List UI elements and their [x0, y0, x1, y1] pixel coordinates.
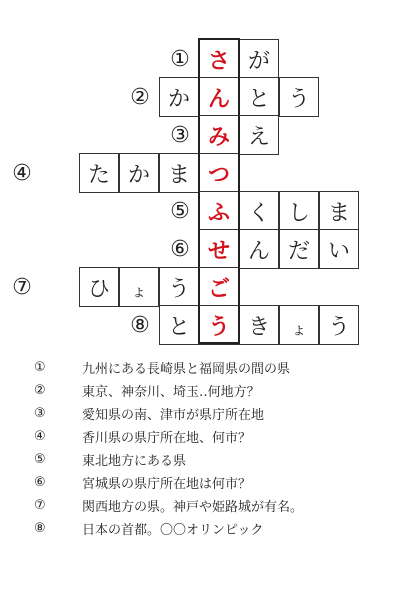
clue-number: ②: [34, 383, 46, 398]
row-number: ⑥: [170, 236, 190, 262]
clue-item: [34, 425, 414, 448]
grid-cell: か: [159, 77, 199, 117]
grid-cell: と: [239, 77, 279, 117]
key-cell: み: [199, 115, 239, 155]
key-cell: ご: [199, 267, 239, 307]
row-number: ⑧: [130, 312, 150, 338]
grid-cell: だ: [279, 229, 319, 269]
clue-item: [34, 448, 414, 471]
row-number: ④: [12, 160, 32, 186]
grid-cell: え: [239, 115, 279, 155]
key-cell: つ: [199, 153, 239, 193]
clue-number: ③: [34, 406, 46, 421]
clue-text: 宮城県の県庁所在地は何市？: [82, 477, 252, 492]
grid-cell: う: [319, 305, 359, 345]
key-cell: ん: [199, 77, 239, 117]
grid-cell: ん: [239, 229, 279, 269]
clue-item: [34, 379, 414, 402]
grid-cell: う: [159, 267, 199, 307]
row-number: ②: [130, 84, 150, 110]
clue-text: 関西地方の県。神戸や姫路城が有名。: [82, 500, 304, 515]
clue-text: 香川県の県庁所在地、何市？: [82, 431, 252, 446]
clue-number: ⑥: [34, 475, 46, 490]
clue-item: [34, 517, 414, 540]
key-cell: う: [199, 305, 239, 345]
grid-cell: ょ: [279, 305, 319, 345]
grid-cell: き: [239, 305, 279, 345]
grid-cell: と: [159, 305, 199, 345]
clue-text: 東京、神奈川、埼玉‥何地方？: [82, 385, 260, 400]
grid-cell: ま: [319, 191, 359, 231]
clue-number: ④: [34, 429, 46, 444]
clue-item: [34, 356, 414, 379]
grid-cell: か: [119, 153, 159, 193]
grid-cell: し: [279, 191, 319, 231]
clue-number: ⑧: [34, 521, 46, 536]
row-number: ⑦: [12, 274, 32, 300]
clue-item: [34, 402, 414, 425]
clue-item: [34, 471, 414, 494]
grid-cell: ま: [159, 153, 199, 193]
clue-item: [34, 494, 414, 517]
grid-cell: う: [279, 77, 319, 117]
row-number: ③: [170, 122, 190, 148]
grid-cell: が: [239, 39, 279, 79]
grid-cell: い: [319, 229, 359, 269]
row-number: ⑤: [170, 198, 190, 224]
clue-text: 東北地方にある県: [82, 454, 187, 469]
clue-list: [34, 356, 414, 540]
grid-cell: ひ: [79, 267, 119, 307]
grid-cell: く: [239, 191, 279, 231]
clue-text: 日本の首都。〇〇オリンピック: [82, 523, 264, 538]
grid-cell: ょ: [119, 267, 159, 307]
row-number: ①: [170, 46, 190, 72]
clue-text: 愛知県の南、津市が県庁所在地: [82, 408, 265, 423]
clue-text: 九州にある長崎県と福岡県の間の県: [82, 362, 291, 377]
key-cell: ふ: [199, 191, 239, 231]
clue-number: ⑦: [34, 498, 46, 513]
grid-cell: た: [79, 153, 119, 193]
clue-number: ⑤: [34, 452, 46, 467]
clue-number: ①: [34, 360, 46, 375]
key-cell: さ: [199, 39, 239, 79]
key-cell: せ: [199, 229, 239, 269]
